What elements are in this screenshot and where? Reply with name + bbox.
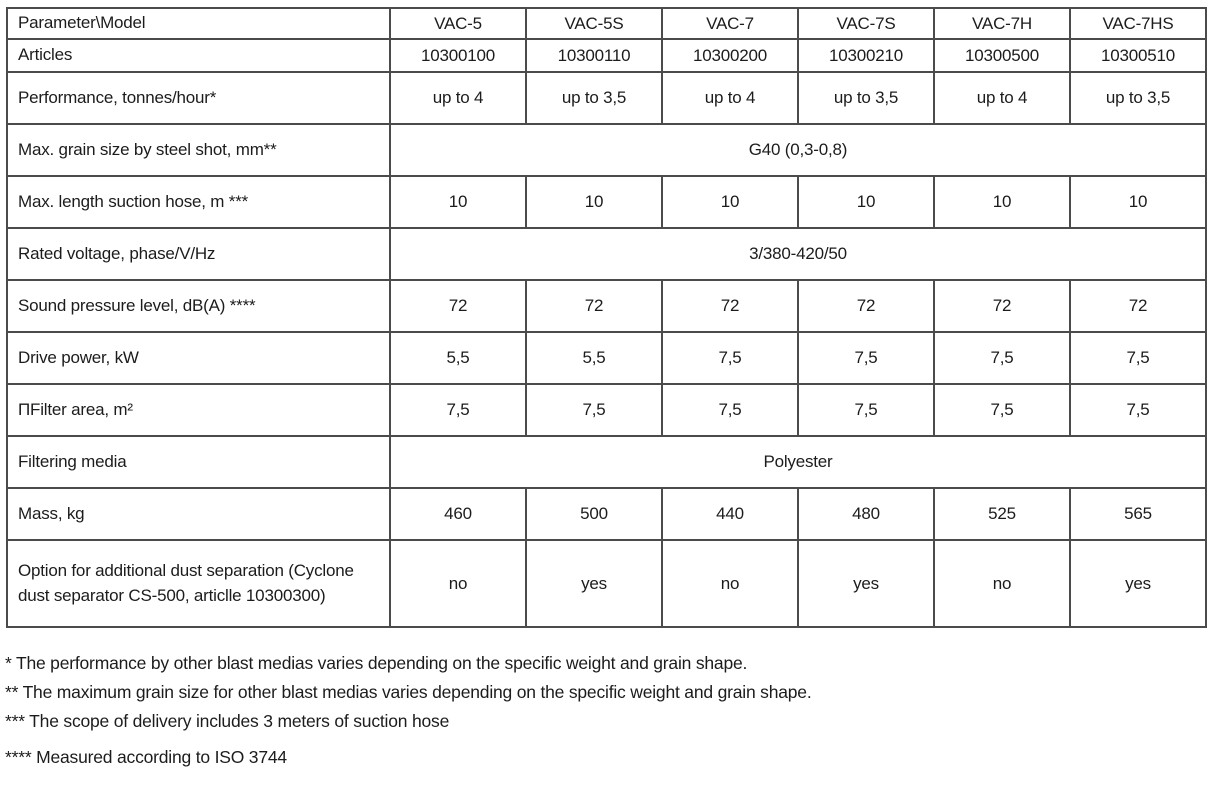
- row-value-cell: 7,5: [662, 332, 798, 384]
- row-label: Drive power, kW: [7, 332, 390, 384]
- vac-spec-table: [6, 7, 1207, 628]
- row-label: Articles: [7, 39, 390, 72]
- row-value-cell: 72: [798, 280, 934, 332]
- row-value-cell: 5,5: [390, 332, 526, 384]
- row-value-cell: up to 3,5: [526, 72, 662, 124]
- table-row: [7, 72, 1206, 124]
- row-label: ПFilter area, m²: [7, 384, 390, 436]
- row-label: Max. length suction hose, m ***: [7, 176, 390, 228]
- row-value-cell: 7,5: [662, 384, 798, 436]
- row-label: Option for additional dust separation (Cyclone dust separator CS-500, articlle 10300300): [7, 540, 390, 627]
- model-header-cell: VAC-7: [662, 8, 798, 39]
- row-value-cell: 480: [798, 488, 934, 540]
- row-label: Max. grain size by steel shot, mm**: [7, 124, 390, 176]
- corner-header-cell: Parameter\Model: [7, 8, 390, 39]
- row-value-cell: 72: [934, 280, 1070, 332]
- row-value-cell: 10: [526, 176, 662, 228]
- row-label: Mass, kg: [7, 488, 390, 540]
- model-header-cell: VAC-7HS: [1070, 8, 1206, 39]
- row-value-cell: 10300500: [934, 39, 1070, 72]
- row-value-cell: no: [662, 540, 798, 627]
- table-header-row: [7, 8, 1206, 39]
- row-value-cell: up to 4: [390, 72, 526, 124]
- row-value-cell: 10300200: [662, 39, 798, 72]
- footnote-line: *** The scope of delivery includes 3 meters of suction hose: [5, 711, 450, 731]
- row-value-cell: up to 4: [934, 72, 1070, 124]
- row-value-cell: 10: [662, 176, 798, 228]
- model-header-cell: VAC-5S: [526, 8, 662, 39]
- row-value-cell: 10300210: [798, 39, 934, 72]
- row-value-cell: 440: [662, 488, 798, 540]
- row-value-cell: 7,5: [1070, 332, 1206, 384]
- table-row: [7, 332, 1206, 384]
- row-value-cell: 7,5: [798, 384, 934, 436]
- spec-table-body: [7, 8, 1206, 627]
- model-header-cell: VAC-5: [390, 8, 526, 39]
- row-span-value: 3/380-420/50: [390, 228, 1206, 280]
- row-label: Filtering media: [7, 436, 390, 488]
- footnote-line: * The performance by other blast medias varies depending on the specific weight and grain shape.: [5, 653, 748, 673]
- table-row: [7, 488, 1206, 540]
- table-row: [7, 540, 1206, 627]
- row-value-cell: yes: [1070, 540, 1206, 627]
- row-value-cell: 5,5: [526, 332, 662, 384]
- row-value-cell: no: [390, 540, 526, 627]
- row-value-cell: 460: [390, 488, 526, 540]
- row-value-cell: 7,5: [1070, 384, 1206, 436]
- row-value-cell: 10: [1070, 176, 1206, 228]
- row-value-cell: 7,5: [526, 384, 662, 436]
- row-value-cell: 10: [798, 176, 934, 228]
- row-label: Rated voltage, phase/V/Hz: [7, 228, 390, 280]
- row-value-cell: no: [934, 540, 1070, 627]
- table-row: [7, 436, 1206, 488]
- row-value-cell: 10300110: [526, 39, 662, 72]
- row-value-cell: 10300100: [390, 39, 526, 72]
- row-value-cell: 10: [390, 176, 526, 228]
- footnote-line: **** Measured according to ISO 3744: [5, 747, 287, 767]
- row-value-cell: 10300510: [1070, 39, 1206, 72]
- row-value-cell: 72: [390, 280, 526, 332]
- row-value-cell: 10: [934, 176, 1070, 228]
- row-value-cell: 7,5: [934, 332, 1070, 384]
- row-value-cell: 72: [662, 280, 798, 332]
- table-row: [7, 280, 1206, 332]
- table-row: [7, 124, 1206, 176]
- row-label: Performance, tonnes/hour*: [7, 72, 390, 124]
- row-value-cell: up to 3,5: [1070, 72, 1206, 124]
- table-row: [7, 228, 1206, 280]
- row-label: Sound pressure level, dB(A) ****: [7, 280, 390, 332]
- row-value-cell: 565: [1070, 488, 1206, 540]
- row-value-cell: 72: [526, 280, 662, 332]
- table-row: [7, 384, 1206, 436]
- row-span-value: Polyester: [390, 436, 1206, 488]
- footnotes: [5, 653, 1214, 768]
- row-value-cell: 500: [526, 488, 662, 540]
- row-value-cell: yes: [526, 540, 662, 627]
- row-value-cell: 525: [934, 488, 1070, 540]
- row-value-cell: 7,5: [390, 384, 526, 436]
- table-row: [7, 39, 1206, 72]
- row-value-cell: 72: [1070, 280, 1206, 332]
- table-row: [7, 176, 1206, 228]
- model-header-cell: VAC-7S: [798, 8, 934, 39]
- row-value-cell: 7,5: [798, 332, 934, 384]
- footnote-line: ** The maximum grain size for other blast medias varies depending on the specific weight and grain shape.: [5, 682, 812, 702]
- row-value-cell: up to 3,5: [798, 72, 934, 124]
- row-value-cell: 7,5: [934, 384, 1070, 436]
- row-span-value: G40 (0,3-0,8): [390, 124, 1206, 176]
- row-value-cell: yes: [798, 540, 934, 627]
- model-header-cell: VAC-7H: [934, 8, 1070, 39]
- row-value-cell: up to 4: [662, 72, 798, 124]
